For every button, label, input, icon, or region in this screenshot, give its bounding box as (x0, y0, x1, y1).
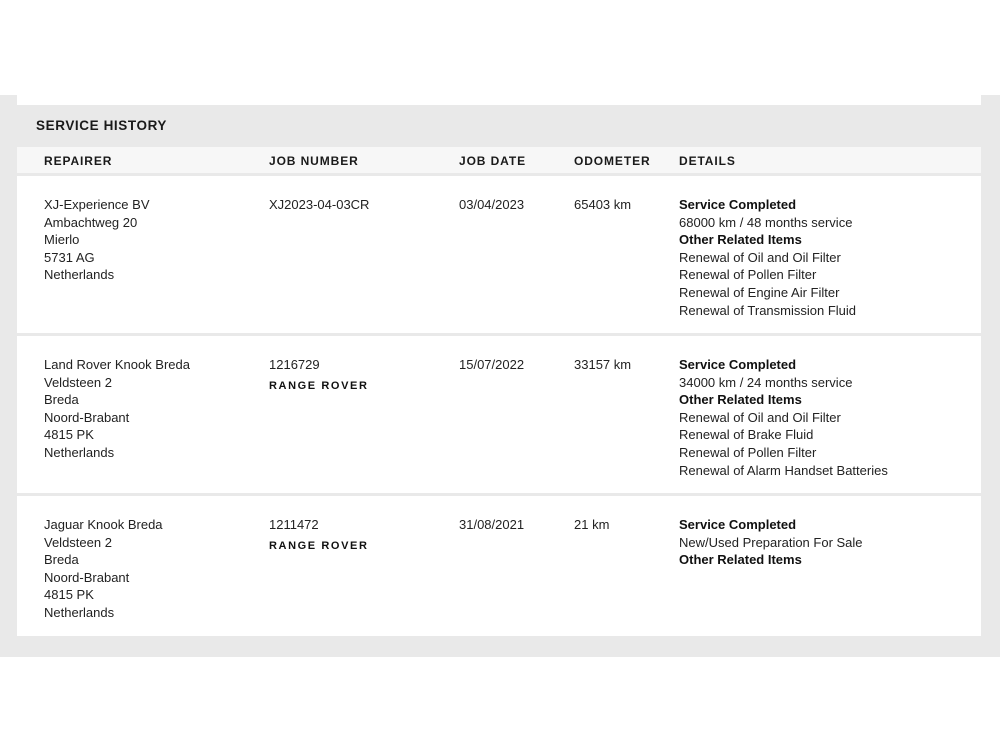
repairer-address-line: Breda (44, 552, 79, 568)
repairer-address-line: Breda (44, 392, 79, 408)
details-item: Renewal of Engine Air Filter (679, 284, 840, 300)
job-number-cell (269, 516, 449, 555)
details-item: Renewal of Oil and Oil Filter (679, 409, 841, 425)
details-cell (679, 356, 979, 479)
details-heading: Service Completed (679, 197, 797, 212)
repairer-address-line: Noord-Brabant (44, 409, 130, 425)
service-history-table (17, 147, 981, 639)
details-heading: Other Related Items (679, 552, 802, 568)
table-row (17, 176, 981, 333)
repairer-address-line: Noord-Brabant (44, 569, 130, 585)
range-rover-logo: RANGE ROVER (269, 539, 369, 552)
odometer-cell: 33157 km (574, 357, 632, 372)
repairer-name: XJ-Experience BV (44, 197, 150, 212)
repairer-address-line: Mierlo (44, 232, 80, 248)
repairer-address-line: Ambachtweg 20 (44, 214, 138, 230)
repairer-name: Land Rover Knook Breda (44, 357, 190, 372)
column-header-job-number: JOB NUMBER (269, 154, 359, 168)
repairer-address-line: 4815 PK (44, 587, 94, 603)
service-history-section (0, 95, 1000, 657)
job-number-cell (269, 356, 449, 395)
range-rover-logo: RANGE ROVER (269, 379, 369, 392)
details-cell (679, 196, 979, 319)
details-item: Renewal of Alarm Handset Batteries (679, 462, 888, 478)
details-item: Renewal of Oil and Oil Filter (679, 249, 841, 265)
repairer-address-line: Netherlands (44, 444, 115, 460)
details-item: New/Used Preparation For Sale (679, 534, 863, 550)
section-title: SERVICE HISTORY (36, 118, 168, 133)
table-row (17, 496, 981, 636)
job-date-cell: 31/08/2021 (459, 517, 525, 532)
repairer-address-line: Netherlands (44, 604, 115, 620)
repairer-address-line: 5731 AG (44, 249, 95, 265)
repairer-address-line: Netherlands (44, 267, 115, 283)
details-item: 34000 km / 24 months service (679, 374, 853, 390)
job-number-cell (269, 196, 449, 214)
details-heading: Service Completed (679, 357, 797, 372)
details-item: 68000 km / 48 months service (679, 214, 853, 230)
job-date-cell: 03/04/2023 (459, 197, 525, 212)
repairer-cell (44, 516, 259, 622)
previous-card-bottom (17, 95, 981, 105)
job-number: XJ2023-04-03CR (269, 197, 370, 212)
details-item: Renewal of Transmission Fluid (679, 302, 857, 318)
column-header-odometer: ODOMETER (574, 154, 651, 168)
repairer-address-line: Veldsteen 2 (44, 374, 112, 390)
table-body (17, 176, 981, 636)
details-item: Renewal of Pollen Filter (679, 444, 817, 460)
details-heading: Service Completed (679, 517, 797, 532)
details-heading: Other Related Items (679, 392, 802, 408)
details-heading: Other Related Items (679, 232, 802, 248)
odometer-cell: 65403 km (574, 197, 632, 212)
repairer-cell (44, 196, 259, 284)
job-date-cell: 15/07/2022 (459, 357, 525, 372)
column-header-repairer: REPAIRER (44, 154, 113, 168)
column-header-details: DETAILS (679, 154, 736, 168)
odometer-cell: 21 km (574, 517, 610, 532)
details-item: Renewal of Brake Fluid (679, 427, 814, 443)
column-header-job-date: JOB DATE (459, 154, 526, 168)
job-number: 1211472 (269, 517, 319, 532)
repairer-address-line: 4815 PK (44, 427, 94, 443)
table-row (17, 336, 981, 493)
repairer-name: Jaguar Knook Breda (44, 517, 163, 532)
job-number: 1216729 (269, 357, 320, 372)
details-cell (679, 516, 979, 569)
repairer-address-line: Veldsteen 2 (44, 534, 112, 550)
repairer-cell (44, 356, 259, 462)
details-item: Renewal of Pollen Filter (679, 267, 817, 283)
table-header (17, 147, 981, 173)
